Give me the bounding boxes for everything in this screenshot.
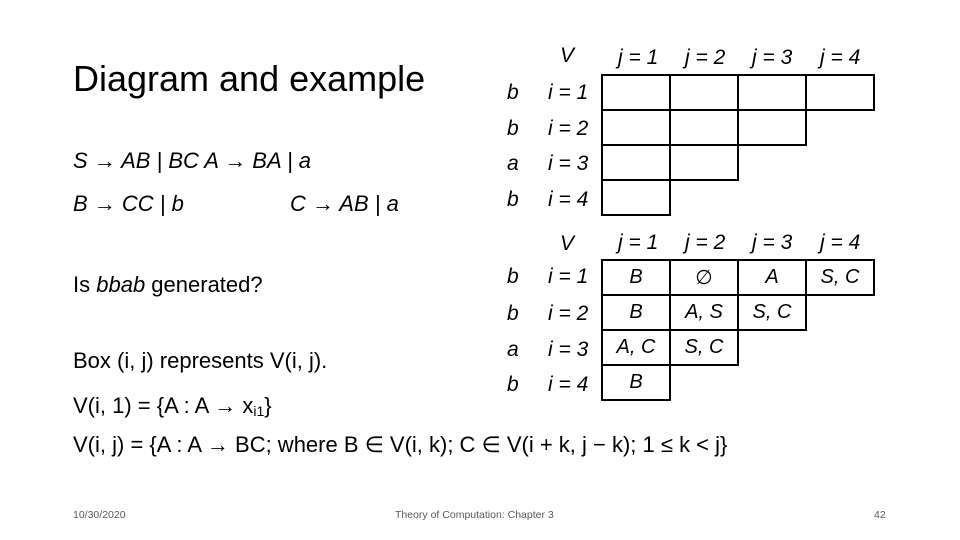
- top-corner-label: V: [560, 44, 575, 67]
- top-cell: [805, 74, 875, 111]
- bottom-col-header: j = 2: [685, 231, 726, 254]
- footer-date: 10/30/2020: [73, 509, 126, 521]
- top-col-header: j = 1: [618, 46, 659, 69]
- top-cell: [737, 74, 807, 111]
- top-cell: [601, 109, 671, 146]
- bottom-row-symbol: b: [507, 265, 519, 288]
- grammar-line-2b: C → AB | a: [290, 191, 399, 216]
- v-i-1-definition: [73, 393, 272, 424]
- top-row-label: i = 1: [548, 81, 589, 104]
- bottom-cell: ∅: [669, 259, 739, 296]
- top-row-label: i = 4: [548, 188, 589, 211]
- bottom-cell: B: [601, 259, 671, 296]
- bottom-cell: S, C: [737, 294, 807, 331]
- bottom-cell: B: [601, 364, 671, 401]
- footer-title: Theory of Computation: Chapter 3: [395, 509, 554, 521]
- top-cell: [669, 74, 739, 111]
- bottom-row-symbol: b: [507, 373, 519, 396]
- v1-end: }: [264, 393, 272, 418]
- bottom-col-header: j = 3: [752, 231, 793, 254]
- bottom-cell: S, C: [805, 259, 875, 296]
- top-cell: [669, 109, 739, 146]
- top-col-header: j = 3: [752, 46, 793, 69]
- slide-title: Diagram and example: [73, 58, 426, 99]
- top-col-header: j = 2: [685, 46, 726, 69]
- top-cell: [669, 144, 739, 181]
- bottom-cell: S, C: [669, 329, 739, 366]
- bottom-row-label: i = 4: [548, 373, 589, 396]
- question-prefix: Is: [73, 272, 97, 297]
- bottom-corner-label: V: [560, 232, 575, 255]
- top-row-symbol: a: [507, 152, 519, 175]
- bottom-row-symbol: a: [507, 338, 519, 361]
- bottom-cell: A, C: [601, 329, 671, 366]
- question-suffix: generated?: [145, 272, 263, 297]
- grammar-line-2a: B → CC | b: [73, 191, 184, 216]
- bottom-row-symbol: b: [507, 302, 519, 325]
- top-cell: [601, 74, 671, 111]
- top-row-symbol: b: [507, 188, 519, 211]
- bottom-col-header: j = 4: [820, 231, 861, 254]
- v-i-j-definition: V(i, j) = {A : A → BC; where B ∈ V(i, k); C ∈ V(i + k, j − k); 1 ≤ k < j}: [73, 432, 728, 457]
- top-cell: [601, 179, 671, 216]
- bottom-col-header: j = 1: [618, 231, 659, 254]
- bottom-cell: A, S: [669, 294, 739, 331]
- top-row-symbol: b: [507, 81, 519, 104]
- box-definition: Box (i, j) represents V(i, j).: [73, 348, 328, 373]
- bottom-row-label: i = 1: [548, 265, 589, 288]
- bottom-cell: B: [601, 294, 671, 331]
- v1-main: V(i, 1) = {A : A → x: [73, 393, 254, 418]
- bottom-cell: A: [737, 259, 807, 296]
- top-col-header: j = 4: [820, 46, 861, 69]
- v1-subscript: i1: [253, 403, 265, 419]
- top-cell: [737, 109, 807, 146]
- footer-page-number: 42: [874, 509, 886, 521]
- top-row-label: i = 2: [548, 117, 589, 140]
- grammar-line-1: S → AB | BC A → BA | a: [73, 148, 312, 173]
- top-row-symbol: b: [507, 117, 519, 140]
- question-word: bbab: [96, 272, 146, 297]
- top-row-label: i = 3: [548, 152, 589, 175]
- bottom-row-label: i = 3: [548, 338, 589, 361]
- bottom-row-label: i = 2: [548, 302, 589, 325]
- question-text: [73, 272, 263, 298]
- top-cell: [601, 144, 671, 181]
